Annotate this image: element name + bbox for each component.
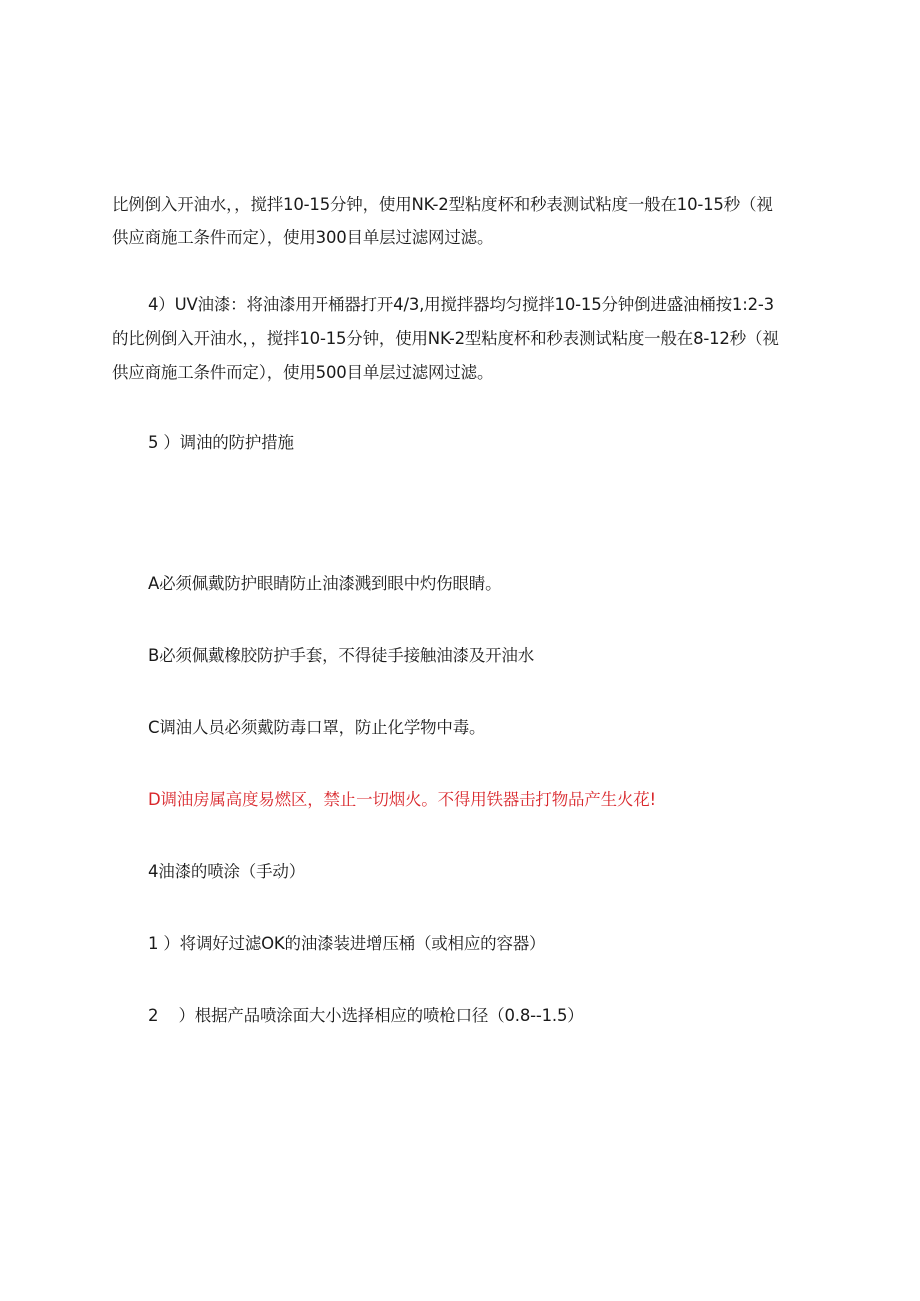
step-item: 2 ）根据产品喷涂面大小选择相应的喷枪口径（0.8--1.5） (148, 1006, 584, 1025)
warning-item: D调油房属高度易燃区，禁止一切烟火。不得用铁器击打物品产生火花! (148, 790, 656, 809)
paragraph-line: 供应商施工条件而定），使用500目单层过滤网过滤。 (112, 363, 494, 382)
measure-item: C调油人员必须戴防毒口罩，防止化学物中毒。 (148, 718, 486, 737)
section-heading: 5 ）调油的防护措施 (148, 433, 294, 452)
measure-item: A必须佩戴防护眼睛防止油漆溅到眼中灼伤眼睛。 (148, 574, 502, 593)
paragraph-line: 比例倒入开油水，，搅拌10-15分钟，使用NK-2型粘度杯和秒表测试粘度一般在10-15秒（视 (112, 195, 773, 214)
paragraph-line: 4）UV油漆：将油漆用开桶器打开4/3,用搅拌器均匀搅拌10-15分钟倒进盛油桶按1:2-3 (148, 295, 774, 314)
measure-item: B必须佩戴橡胶防护手套，不得徒手接触油漆及开油水 (148, 646, 535, 665)
paragraph-line: 的比例倒入开油水，，搅拌10-15分钟，使用NK-2型粘度杯和秒表测试粘度一般在8-12秒（视 (112, 329, 779, 348)
paragraph-line: 供应商施工条件而定），使用300目单层过滤网过滤。 (112, 228, 494, 247)
section-heading: 4油漆的喷涂（手动） (148, 862, 305, 881)
step-item: 1 ）将调好过滤OK的油漆装进增压桶（或相应的容器） (148, 934, 546, 953)
